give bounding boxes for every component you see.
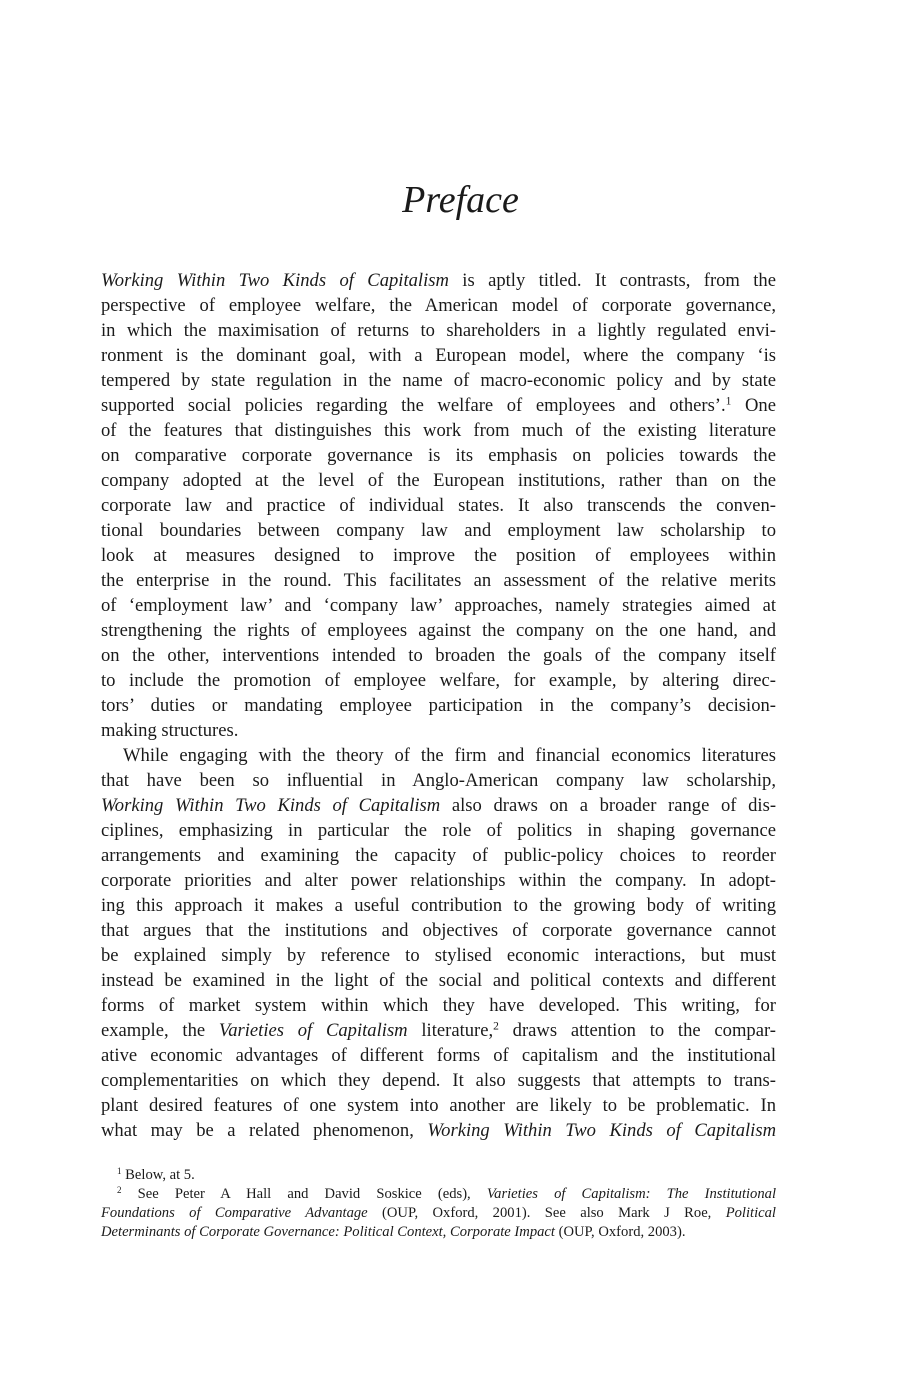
p2-line-6: corporate priorities and alter power relationships within the company. In adopt- bbox=[101, 870, 776, 891]
varieties-title-italic: Varieties of Capitalism bbox=[218, 1020, 408, 1041]
p1-line-12: look at measures designed to improve the position of employees within bbox=[101, 545, 776, 566]
p1-line-17: to include the promotion of employee welfare, for example, by altering direc- bbox=[101, 670, 776, 691]
p2-line-11: forms of market system within which they have developed. This writing, for bbox=[101, 995, 776, 1016]
p1-line-10: corporate law and practice of individual states. It also transcends the conven- bbox=[101, 495, 776, 516]
footnote-1: $^1$ Below, at 5. bbox=[117, 1166, 195, 1183]
p1-line-14: of ‘employment law’ and ‘company law’ approaches, namely strategies aimed at bbox=[101, 595, 776, 616]
p2-line-3: Working Within Two Kinds of Capitalism also draws on a broader range of dis- bbox=[101, 795, 777, 816]
footnotes bbox=[101, 1166, 776, 1242]
book-title-italic: Working Within Two Kinds of Capitalism bbox=[427, 1120, 777, 1141]
p1-line-18: tors’ duties or mandating employee participation in the company’s decision- bbox=[101, 695, 776, 716]
footnote-2-line-2: Foundations of Comparative Advantage (OUP, Oxford, 2001). See also Mark J Roe, Political bbox=[101, 1205, 776, 1221]
p1-line-4: ronment is the dominant goal, with a European model, where the company ‘is bbox=[101, 345, 776, 366]
p1-line-16: on the other, interventions intended to broaden the goals of the company itself bbox=[101, 645, 776, 666]
p2-line-12: example, the Varieties of Capitalism literature,$^2$ draws attention to the compar- bbox=[101, 1020, 776, 1041]
p1-line-11: tional boundaries between company law and employment law scholarship to bbox=[101, 520, 776, 541]
p2-line-4: ciplines, emphasizing in particular the role of politics in shaping governance bbox=[101, 820, 776, 841]
p1-line-13: the enterprise in the round. This facilitates an assessment of the relative merits bbox=[101, 570, 776, 591]
p2-line-13: ative economic advantages of different forms of capitalism and the institutional bbox=[101, 1045, 776, 1066]
p2-line-10: instead be examined in the light of the social and political contexts and different bbox=[101, 970, 776, 991]
footnote-marker-2: 2 bbox=[117, 1185, 122, 1196]
p1-line-19: making structures. bbox=[101, 720, 239, 741]
p1-line-1: Working Within Two Kinds of Capitalism is aptly titled. It contrasts, from the bbox=[101, 270, 776, 291]
p2-line-15: plant desired features of one system into another are likely to be problematic. In bbox=[101, 1095, 776, 1116]
p1-line-8: on comparative corporate governance is its emphasis on policies towards the bbox=[101, 445, 776, 466]
p1-line-9: company adopted at the level of the European institutions, rather than on the bbox=[101, 470, 776, 491]
preface-body bbox=[101, 268, 776, 1143]
p2-line-7: ing this approach it makes a useful contribution to the growing body of writing bbox=[101, 895, 776, 916]
p1-line-2: perspective of employee welfare, the American model of corporate governance, bbox=[101, 295, 776, 316]
p2-line-8: that argues that the institutions and objectives of corporate governance cannot bbox=[101, 920, 776, 941]
p2-line-5: arrangements and examining the capacity of public-policy choices to reorder bbox=[101, 845, 776, 866]
p1-line-7: of the features that distinguishes this work from much of the existing literature bbox=[101, 420, 776, 441]
p2-line-1: While engaging with the theory of the firm and financial economics literatures bbox=[123, 745, 776, 766]
book-title-italic: Working Within Two Kinds of Capitalism bbox=[101, 270, 449, 291]
book-title-italic: Working Within Two Kinds of Capitalism bbox=[101, 795, 441, 816]
p2-line-2: that have been so influential in Anglo-American company law scholarship, bbox=[101, 770, 776, 791]
p2-line-14: complementarities on which they depend. It also suggests that attempts to trans- bbox=[101, 1070, 776, 1091]
p1-line-6: supported social policies regarding the welfare of employees and others’.$^1$ One bbox=[101, 395, 776, 416]
page-title: Preface bbox=[402, 179, 519, 221]
footnote-ref-1[interactable]: 1 bbox=[725, 395, 732, 408]
p1-line-3: in which the maximisation of returns to shareholders in a lightly regulated envi- bbox=[101, 320, 776, 341]
p1-line-15: strengthening the rights of employees against the company on the one hand, and bbox=[101, 620, 776, 641]
p2-line-9: be explained simply by reference to stylised economic interactions, but must bbox=[101, 945, 776, 966]
footnote-ref-2[interactable]: 2 bbox=[493, 1020, 499, 1033]
p2-line-16: what may be a related phenomenon, Working Within Two Kinds of Capitalism bbox=[101, 1120, 777, 1141]
footnote-marker-1: 1 bbox=[117, 1166, 122, 1177]
footnote-2-line-1: $^2$ See Peter A Hall and David Soskice (eds), Varieties of Capitalism: The Institutional bbox=[117, 1185, 776, 1202]
footnote-2-line-3: Determinants of Corporate Governance: Political Context, Corporate Impact (OUP, Oxford, 2003). bbox=[101, 1224, 686, 1240]
p1-line-5: tempered by state regulation in the name of macro-economic policy and by state bbox=[101, 370, 776, 391]
